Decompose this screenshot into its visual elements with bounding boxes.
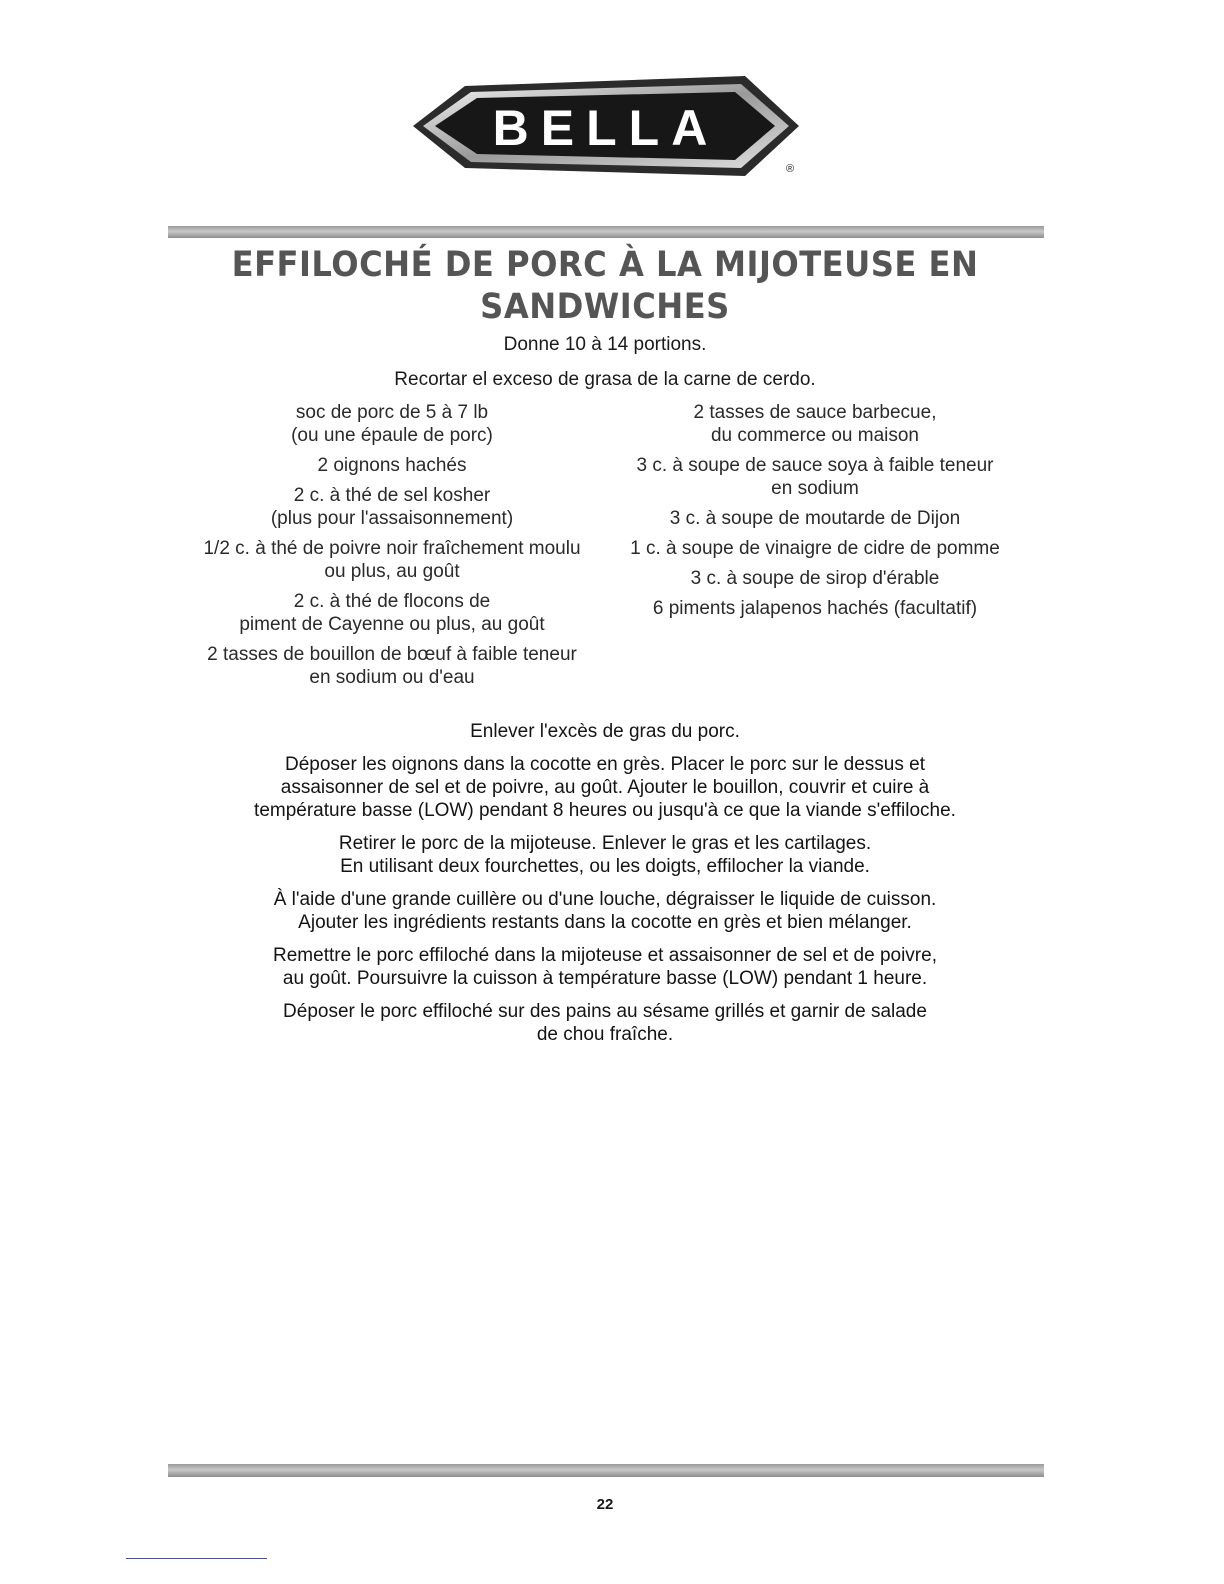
recipe-title [196,244,1015,328]
ingredient: 2 tasses de bouillon de bœuf à faible teneur en sodium ou d'eau [207,644,577,688]
recipe-note: Recortar el exceso de grasa de la carne de cerdo. [394,369,816,390]
step: Retirer le porc de la mijoteuse. Enlever le gras et les cartilages. En utilisant deux fourchettes, ou les doigts, effilocher la viande. [338,833,872,877]
ingredient: 3 c. à soupe de sauce soya à faible teneur en sodium [636,455,994,499]
ingredient: soc de porc de 5 à 7 lb (ou une épaule de porc) [291,402,493,446]
bottom-divider [168,1464,1044,1477]
recipe-title-line2: SANDWICHES [480,287,730,327]
step: Déposer les oignons dans la cocotte en grès. Placer le porc sur le dessus et assaisonner de sel et de poivre, au goût. Ajouter le bouillon, couvrir et cuire à température basse (LOW) pendant 8 heures ou jusqu'à ce que la viande s'effiloche. [254,754,956,821]
servings: Donne 10 à 14 portions. [503,334,707,355]
ingredient: 2 oignons hachés [317,455,467,476]
ingredient: 1/2 c. à thé de poivre noir fraîchement moulu ou plus, au goût [203,538,581,582]
footnote-separator [126,1558,267,1559]
recipe-title-line1: EFFILOCHÉ DE PORC À LA MIJOTEUSE EN [231,245,979,285]
ingredients-right-column [608,401,1022,627]
top-divider [168,226,1044,238]
logo-text: BELLA [492,100,720,156]
ingredients-left-column [180,401,604,696]
registered-mark: ® [786,163,795,175]
ingredient: 1 c. à soupe de vinaigre de cidre de pomme [630,538,1000,559]
step: Déposer le porc effiloché sur des pains au sésame grillés et garnir de salade de chou fraîche. [283,1001,927,1045]
ingredient: 3 c. à soupe de moutarde de Dijon [669,508,961,529]
ingredient: 2 tasses de sauce barbecue, du commerce ou maison [693,402,937,446]
ingredient: 3 c. à soupe de sirop d'érable [690,568,940,589]
ingredient: 2 c. à thé de flocons de piment de Cayenne ou plus, au goût [239,591,545,635]
step: À l'aide d'une grande cuillère ou d'une louche, dégraisser le liquide de cuisson. Ajouter les ingrédients restants dans la cocotte en grès et bien mélanger. [273,889,937,933]
bella-logo [405,72,805,182]
page-number: 22 [596,1496,614,1513]
step: Enlever l'excès de gras du porc. [470,721,740,742]
ingredient: 6 piments jalapenos hachés (facultatif) [652,598,978,619]
ingredient: 2 c. à thé de sel kosher (plus pour l'assaisonnement) [270,485,514,529]
recipe-steps [160,720,1050,1056]
step: Remettre le porc effiloché dans la mijoteuse et assaisonner de sel et de poivre, au goût. Poursuivre la cuisson à température basse (LOW) pendant 1 heure. [273,945,937,989]
